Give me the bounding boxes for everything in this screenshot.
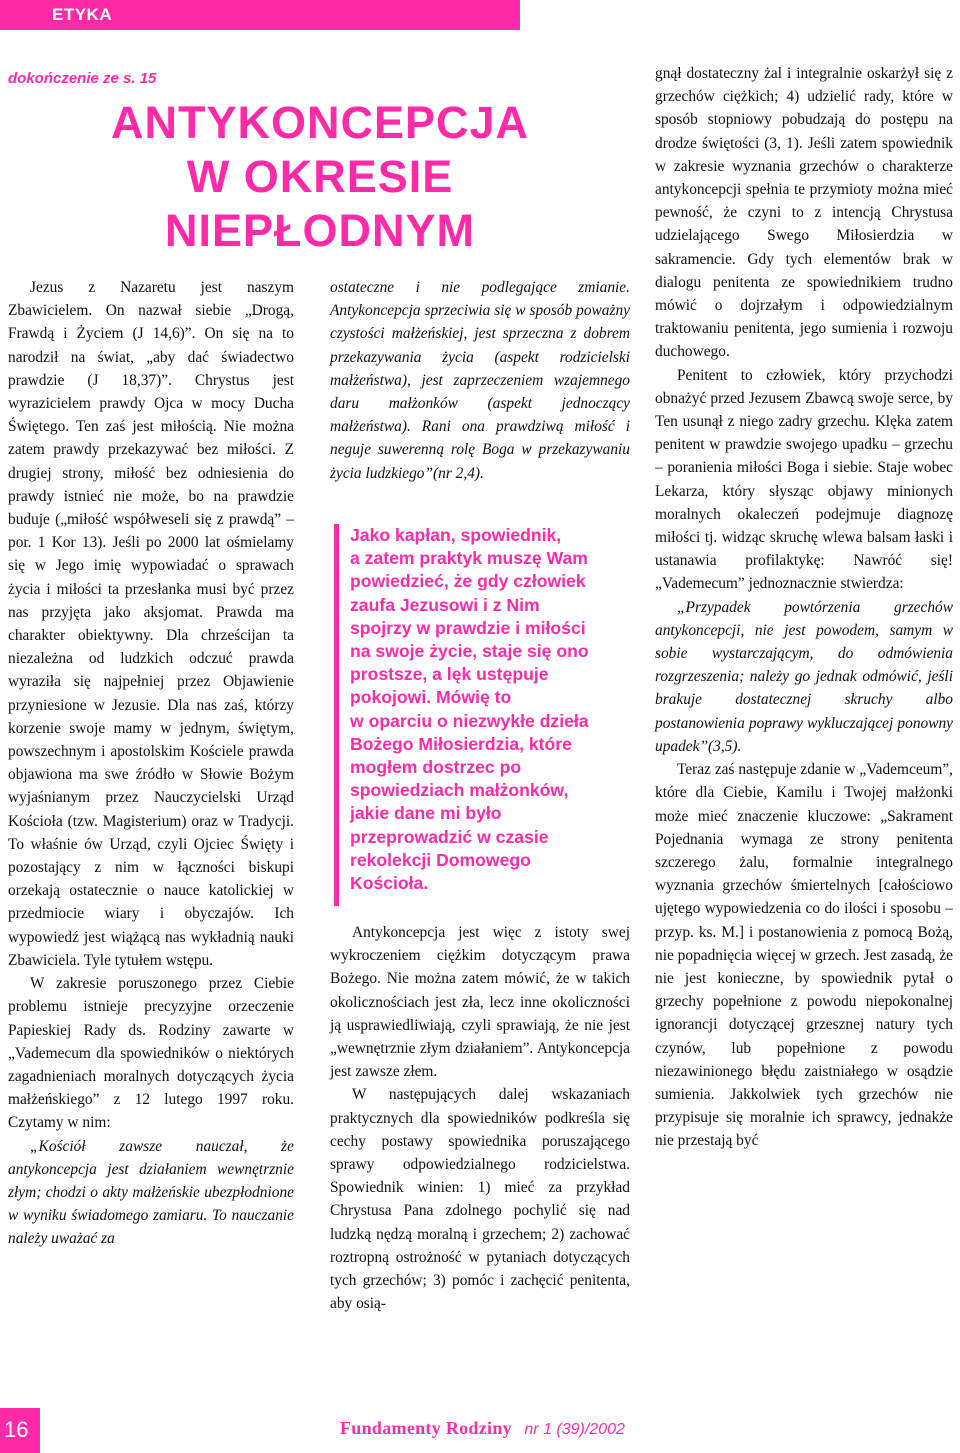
article-title	[40, 96, 600, 258]
column-right	[655, 62, 953, 1153]
pull-quote-line: na swoje życie, staje się ono	[350, 641, 589, 662]
pull-quote-line: spojrzy w prawdzie i miłości	[350, 617, 586, 638]
pull-quote-line: Kościoła.	[350, 873, 429, 894]
pull-quote-line: mogłem dostrzec po	[350, 757, 522, 778]
pull-quote-line: prostsze, a lęk ustępuje	[350, 664, 549, 685]
paragraph: W zakresie poruszonego przez Ciebie problemu istnieje precyzyjne orzeczenie Papieskiej Rady ds. Rodziny zawarte w „Vademecum dla spowiedników o niektórych zagadnieniach moralnych dotyczących życia małżeńskiego” z 12 lutego 1997 roku. Czytamy w nim:	[8, 975, 294, 1132]
quote-paragraph: „Kościół zawsze nauczał, że antykoncepcja jest działaniem wewnętrznie złym; chodzi o akty małżeńskie ubezpłodnione w wyniku świadomego zamiaru. To nauczanie należy uważać za	[8, 1137, 294, 1248]
footer	[340, 1418, 625, 1439]
pull-quote-line: Jako kapłan, spowiednik,	[350, 525, 562, 545]
paragraph: Jezus z Nazaretu jest naszym Zbawicielem. On nazwał siebie „Drogą, Frawdą i Życiem (J 14,6)”. On się na to narodził na świat, „aby dać świadectwo prawdzie (J 18,37)”. Chrystus jest wyrazicielem prawdy Ojca w mocy Ducha Świętego. Ten zaś jest miłością. Nie można zatem prawdy przekazywać bez miłości. Z drugiej strony, miłość bez odniesienia do prawdy istnieć nie może, bo na prawdzie buduje („miłość współweseli się z prawdą” – por. 1 Kor 13). Jeśli po 2000 lat ośmielamy się w Jego imię wypowiadać o sprawach życia i miłości ta przesłanka musi być przez nas przyjęta jako aksjomat. Prawda ma charakter obiektywny. Dla chrześcijan ta niezależna od ludzkich odczuć prawda wyraziła się najpełniej przez Objawienie przyniesione w Jezusie. Dla nas zaś, którzy korzenie swoje mamy w jednym, świętym, powszechnym i apostolskim Kościele prawda objawiona ma swe źródło w Słowie Bożym wyjaśnianym przez Nauczycielski Urząd Kościoła (tzw. Magisterium) oraz w Tradycji. To właśnie ów Urząd, czyli Ojciec Święty i pozostający z nim w łączności biskupi orzekają ostatecznie o nauce katolickiej w przedmiocie wiary i obyczajów. Ich wypowiedź jest wiążącą nas wykładnią nauki Zbawiciela. Tyle tytułem wstępu.	[8, 279, 294, 969]
pull-quote-line: pokojowi. Mówię to	[350, 687, 512, 708]
section-label: ETYKA	[52, 5, 113, 24]
pull-quote-line: jakie dane mi było	[350, 803, 502, 824]
pull-quote-line: a zatem praktyk muszę Wam	[350, 548, 588, 569]
paragraph: gnął dostateczny żal i integralnie oskarżył się z grzechów ciężkich; 4) udzielić rady, które w sposób stopniowy pobudzają do postępu na drodze świętości (3, 1). Jeśli zatem spowiednik w zakresie wyznania grzechów o charakterze antykoncepcji spełnia te przymioty można mieć pewność, że czyni to z intencją Chrystusa udzielającego Swego Miłosierdzia w sakramencie. Gdy tych elementów brak w dialogu penitenta ze spowiednikiem trudno mówić o dojrzałym i odpowiedzialnym traktowaniu penitenta, jego sumienia i rozwoju duchowego.	[655, 65, 953, 361]
continued-note: dokończenie ze s. 15	[8, 70, 157, 87]
pull-quote-line: powiedzieć, że gdy człowiek	[350, 571, 586, 592]
column-middle-bottom	[330, 921, 630, 1315]
pull-quote	[350, 524, 635, 895]
paragraph: Antykoncepcja jest więc z istoty swej wykroczeniem ciężkim dotyczącym prawa Bożego. Nie można zatem mówić, że w takich okolicznościach jest zła, lecz inne okoliczności ją usprawiedliwiają, czyli sprawiają, że nie jest „wewnętrznie złym działaniem”. Antykoncepcja jest zawsze złem.	[330, 924, 630, 1081]
pull-quote-line: Bożego Miłosierdzia, które	[350, 733, 572, 754]
column-middle-top	[330, 276, 630, 485]
paragraph: W następujących dalej wskazaniach praktycznych dla spowiedników podkreśla się cechy postawy spowiednika poruszającego sprawy odpowiedzialnego rodzicielstwa. Spowiednik winien: 1) mieć za przykład Chrystusa Pana zdolnego pochylić się nad ludzką nędzą moralną i grzechem; 2) zachować roztropną ostrożność w pytaniach dotyczących tych grzechów; 3) pomóc i zachęcić penitenta, aby osią-	[330, 1086, 630, 1313]
pull-quote-line: rekolekcji Domowego	[350, 849, 531, 870]
title-line-3: NIEPŁODNYM	[164, 205, 475, 256]
issue-number: nr 1 (39)/2002	[524, 1421, 625, 1438]
paragraph: Teraz zaś następuje zdanie w „Vademceum”, które dla Ciebie, Kamilu i Twojej małżonki może mieć znaczenie kluczowe: „Sakrament Pojednania wymaga ze strony penitenta szczerego żalu, formalnie integralnego wyznania grzechów śmiertelnych [całościowo ujętego wypowiedzenia co do ilości i sposobu – przyp. ks. M.] i postanowienia z pomocą Bożą, nie popadnięcia więcej w grzech. Jest zasadą, że nie jest konieczne, by spowiednik pytał o grzechy popełnione z powodu niepokonalnej ignorancji dotyczącej grzesznej natury tych czynów, lub popełnione z powodu niezawinionego błędu zaistniałego w osądzie sumienia. Jakkolwiek tych grzechów nie przypisuje się moralnie ich sprawcy, jednakże nie przestają być	[655, 761, 953, 1150]
page-number: 16	[4, 1417, 29, 1442]
quote-paragraph: „Przypadek powtórzenia grzechów antykoncepcji, nie jest powodem, samym w sobie wystarczającym, do odmówienia rozgrzeszenia; należy go jednak odmówić, jeśli brakuje dostatecznej skruchy albo postanowienia poprawy wykluczającej ponowny upadek”(3,5).	[655, 598, 953, 755]
title-line-2: W OKRESIE	[186, 151, 454, 202]
magazine-name: Fundamenty Rodziny	[340, 1418, 512, 1438]
pull-quote-line: w oparciu o niezwykłe dzieła	[350, 710, 589, 731]
paragraph: Penitent to człowiek, który przychodzi obnażyć przed Jezusem Zbawcą swoje serce, by Ten usunął z niego zadry grzechu. Klęka zatem penitent w prawdzie swojego upadku – grzechu – poranienia miłości Boga i siebie. Staje wobec Lekarza, który słysząc objawy minionych moralnych okaleczeń podejmuje diagnozę miłości tj. widząc skruchę wlewa balsam łaski i ustanawia profilaktykę: Nawróć się! „Vademecum” jednoznacznie stwierdza:	[655, 366, 953, 593]
column-left	[8, 276, 294, 1251]
title-line-1: ANTYKONCEPCJA	[110, 97, 530, 148]
quote-paragraph: ostateczne i nie podlegające zmianie. Antykoncepcja sprzeciwia się w sposób poważny czystości małżeńskiej, jest sprzeczna z dobrem przekazywania życia (aspekt rodzicielski małżeństwa), jest zaprzeczeniem wzajemnego daru małżonków (aspekt jednoczący małżeństwa). Rani ona prawdziwą miłość i neguje suwerenną rolę Boga w przekazywaniu życia ludzkiego”(nr 2,4).	[330, 279, 630, 482]
pull-quote-line: zaufa Jezusowi i z Nim	[350, 594, 540, 615]
pull-quote-rule	[334, 524, 339, 906]
pull-quote-line: przeprowadzić w czasie	[350, 826, 549, 847]
pull-quote-line: spowiedziach małżonków,	[350, 780, 569, 801]
